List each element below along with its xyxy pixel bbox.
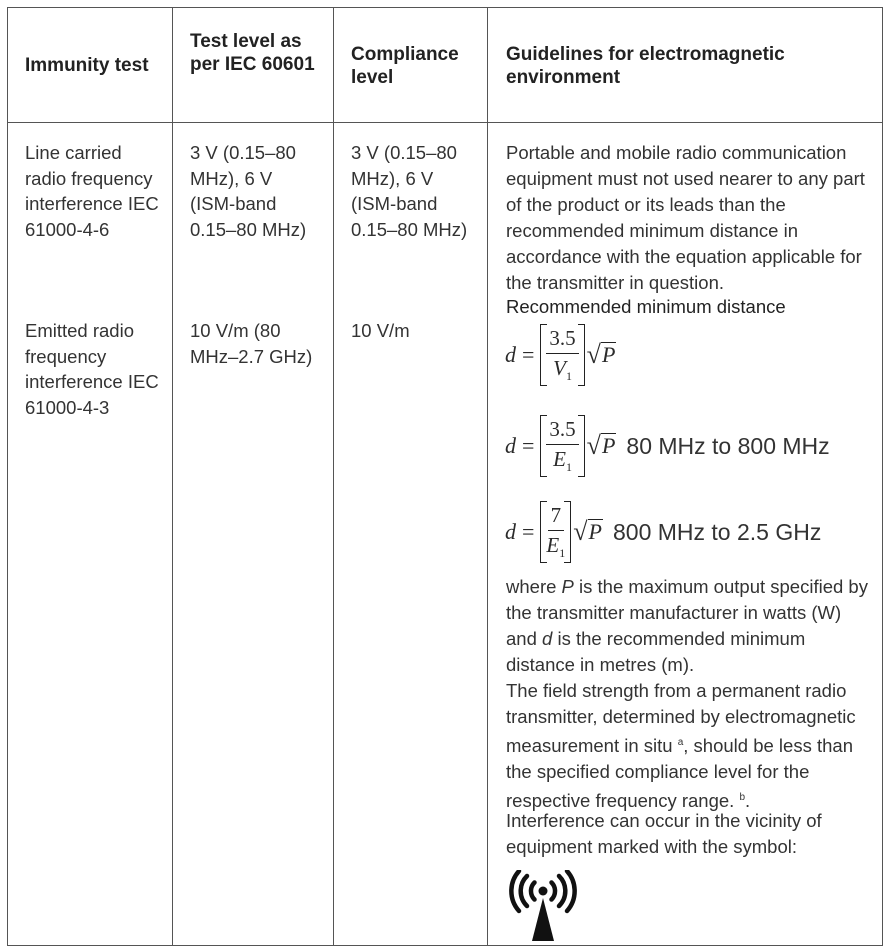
formula-explanation bbox=[506, 574, 868, 678]
formula-denominator bbox=[546, 531, 565, 561]
formula-den-sub: 1 bbox=[559, 546, 566, 561]
formula-numerator: 3.5 bbox=[546, 326, 578, 354]
formula-den-var: E bbox=[546, 532, 560, 557]
where-text: where bbox=[506, 576, 557, 597]
field-strength-part: . bbox=[745, 790, 751, 812]
header-divider bbox=[8, 122, 882, 123]
formula-sqrt: √ P bbox=[573, 517, 602, 546]
formula-den-var: E bbox=[553, 446, 566, 471]
formula-den-var: V bbox=[553, 355, 566, 380]
field-strength-part: , should be less than the specified compliance level for the respective frequency range. bbox=[506, 735, 853, 812]
field-strength-text bbox=[506, 678, 868, 814]
formula-den-sub: 1 bbox=[565, 460, 572, 475]
interference-text: Interference can occur in the vicinity of equipment marked with the symbol: bbox=[506, 810, 822, 857]
row1-test-level: 3 V (0.15–80 MHz), 6 V (ISM-band 0.15–80 MHz) bbox=[190, 142, 307, 240]
row2-test-level: 10 V/m (80 MHz–2.7 GHz) bbox=[190, 320, 313, 367]
header-test-level: Test level as per IEC 60601 bbox=[190, 31, 315, 75]
formula-e1-low bbox=[505, 415, 830, 477]
column-divider bbox=[172, 8, 173, 945]
non-ionizing-radiation-icon bbox=[506, 870, 580, 942]
formula-equals: = bbox=[522, 433, 535, 458]
variable-d: d bbox=[542, 628, 553, 649]
formula-sqrt: √ P bbox=[586, 431, 616, 460]
formula-numerator: 7 bbox=[548, 503, 565, 531]
header-guidelines: Guidelines for electromagnetic environment bbox=[506, 44, 785, 88]
formula-v1 bbox=[505, 324, 626, 386]
guidelines-intro: Portable and mobile radio communication equipment must not used nearer to any part of the product or its leads than the recommended minimum distance in accordance with the equation applicable for the transmitter in question. bbox=[506, 142, 865, 293]
variable-p: P bbox=[561, 576, 574, 597]
formula-e1-high bbox=[505, 501, 821, 563]
formula-radicand: P bbox=[601, 342, 616, 367]
formula-lhs: d bbox=[505, 433, 516, 458]
column-divider bbox=[333, 8, 334, 945]
footnote-a: a bbox=[677, 737, 684, 748]
header-immunity-test: Immunity test bbox=[25, 55, 149, 76]
row1-immunity-test: Line carried radio frequency interference IEC 61000-4-6 bbox=[25, 142, 159, 240]
formula-denominator bbox=[553, 354, 572, 384]
formula-sqrt: √ P bbox=[586, 340, 616, 369]
row1-compliance-level: 3 V (0.15–80 MHz), 6 V (ISM-band 0.15–80 MHz) bbox=[351, 142, 468, 240]
formula-numerator: 3.5 bbox=[546, 417, 578, 445]
formula-lhs: d bbox=[505, 342, 516, 367]
field-strength-part: The field strength from a permanent radio transmitter, determined by electromagnetic measurement in situ bbox=[506, 680, 856, 757]
formula-equals: = bbox=[522, 342, 535, 367]
column-divider bbox=[487, 8, 488, 945]
header-compliance-level: Compliance level bbox=[351, 44, 459, 88]
where-text: is the maximum output specified by the transmitter manufacturer in watts (W) and bbox=[506, 576, 868, 649]
formula-fraction bbox=[546, 326, 578, 384]
formula-denominator bbox=[553, 445, 572, 475]
row2-compliance-level: 10 V/m bbox=[351, 320, 410, 341]
formula-bracket bbox=[540, 501, 571, 563]
formula-equals: = bbox=[522, 519, 535, 544]
where-text: is the recommended minimum distance in metres (m). bbox=[506, 628, 806, 675]
formula-radicand: P bbox=[588, 519, 602, 544]
footnote-b: b bbox=[739, 792, 745, 804]
formula-bracket bbox=[540, 324, 584, 386]
formula-lhs: d bbox=[505, 519, 516, 544]
formula-range: 800 MHz to 2.5 GHz bbox=[612, 518, 822, 545]
row2-immunity-test: Emitted radio frequency interference IEC 61000-4-3 bbox=[25, 320, 159, 418]
formula-den-sub: 1 bbox=[565, 369, 572, 384]
formula-range: 80 MHz to 800 MHz bbox=[626, 432, 830, 459]
formula-radicand: P bbox=[601, 433, 616, 458]
recommended-distance-heading: Recommended minimum distance bbox=[506, 296, 786, 317]
formula-bracket bbox=[540, 415, 584, 477]
formula-fraction bbox=[546, 503, 565, 561]
emc-immunity-table bbox=[7, 7, 883, 946]
formula-fraction bbox=[546, 417, 578, 475]
